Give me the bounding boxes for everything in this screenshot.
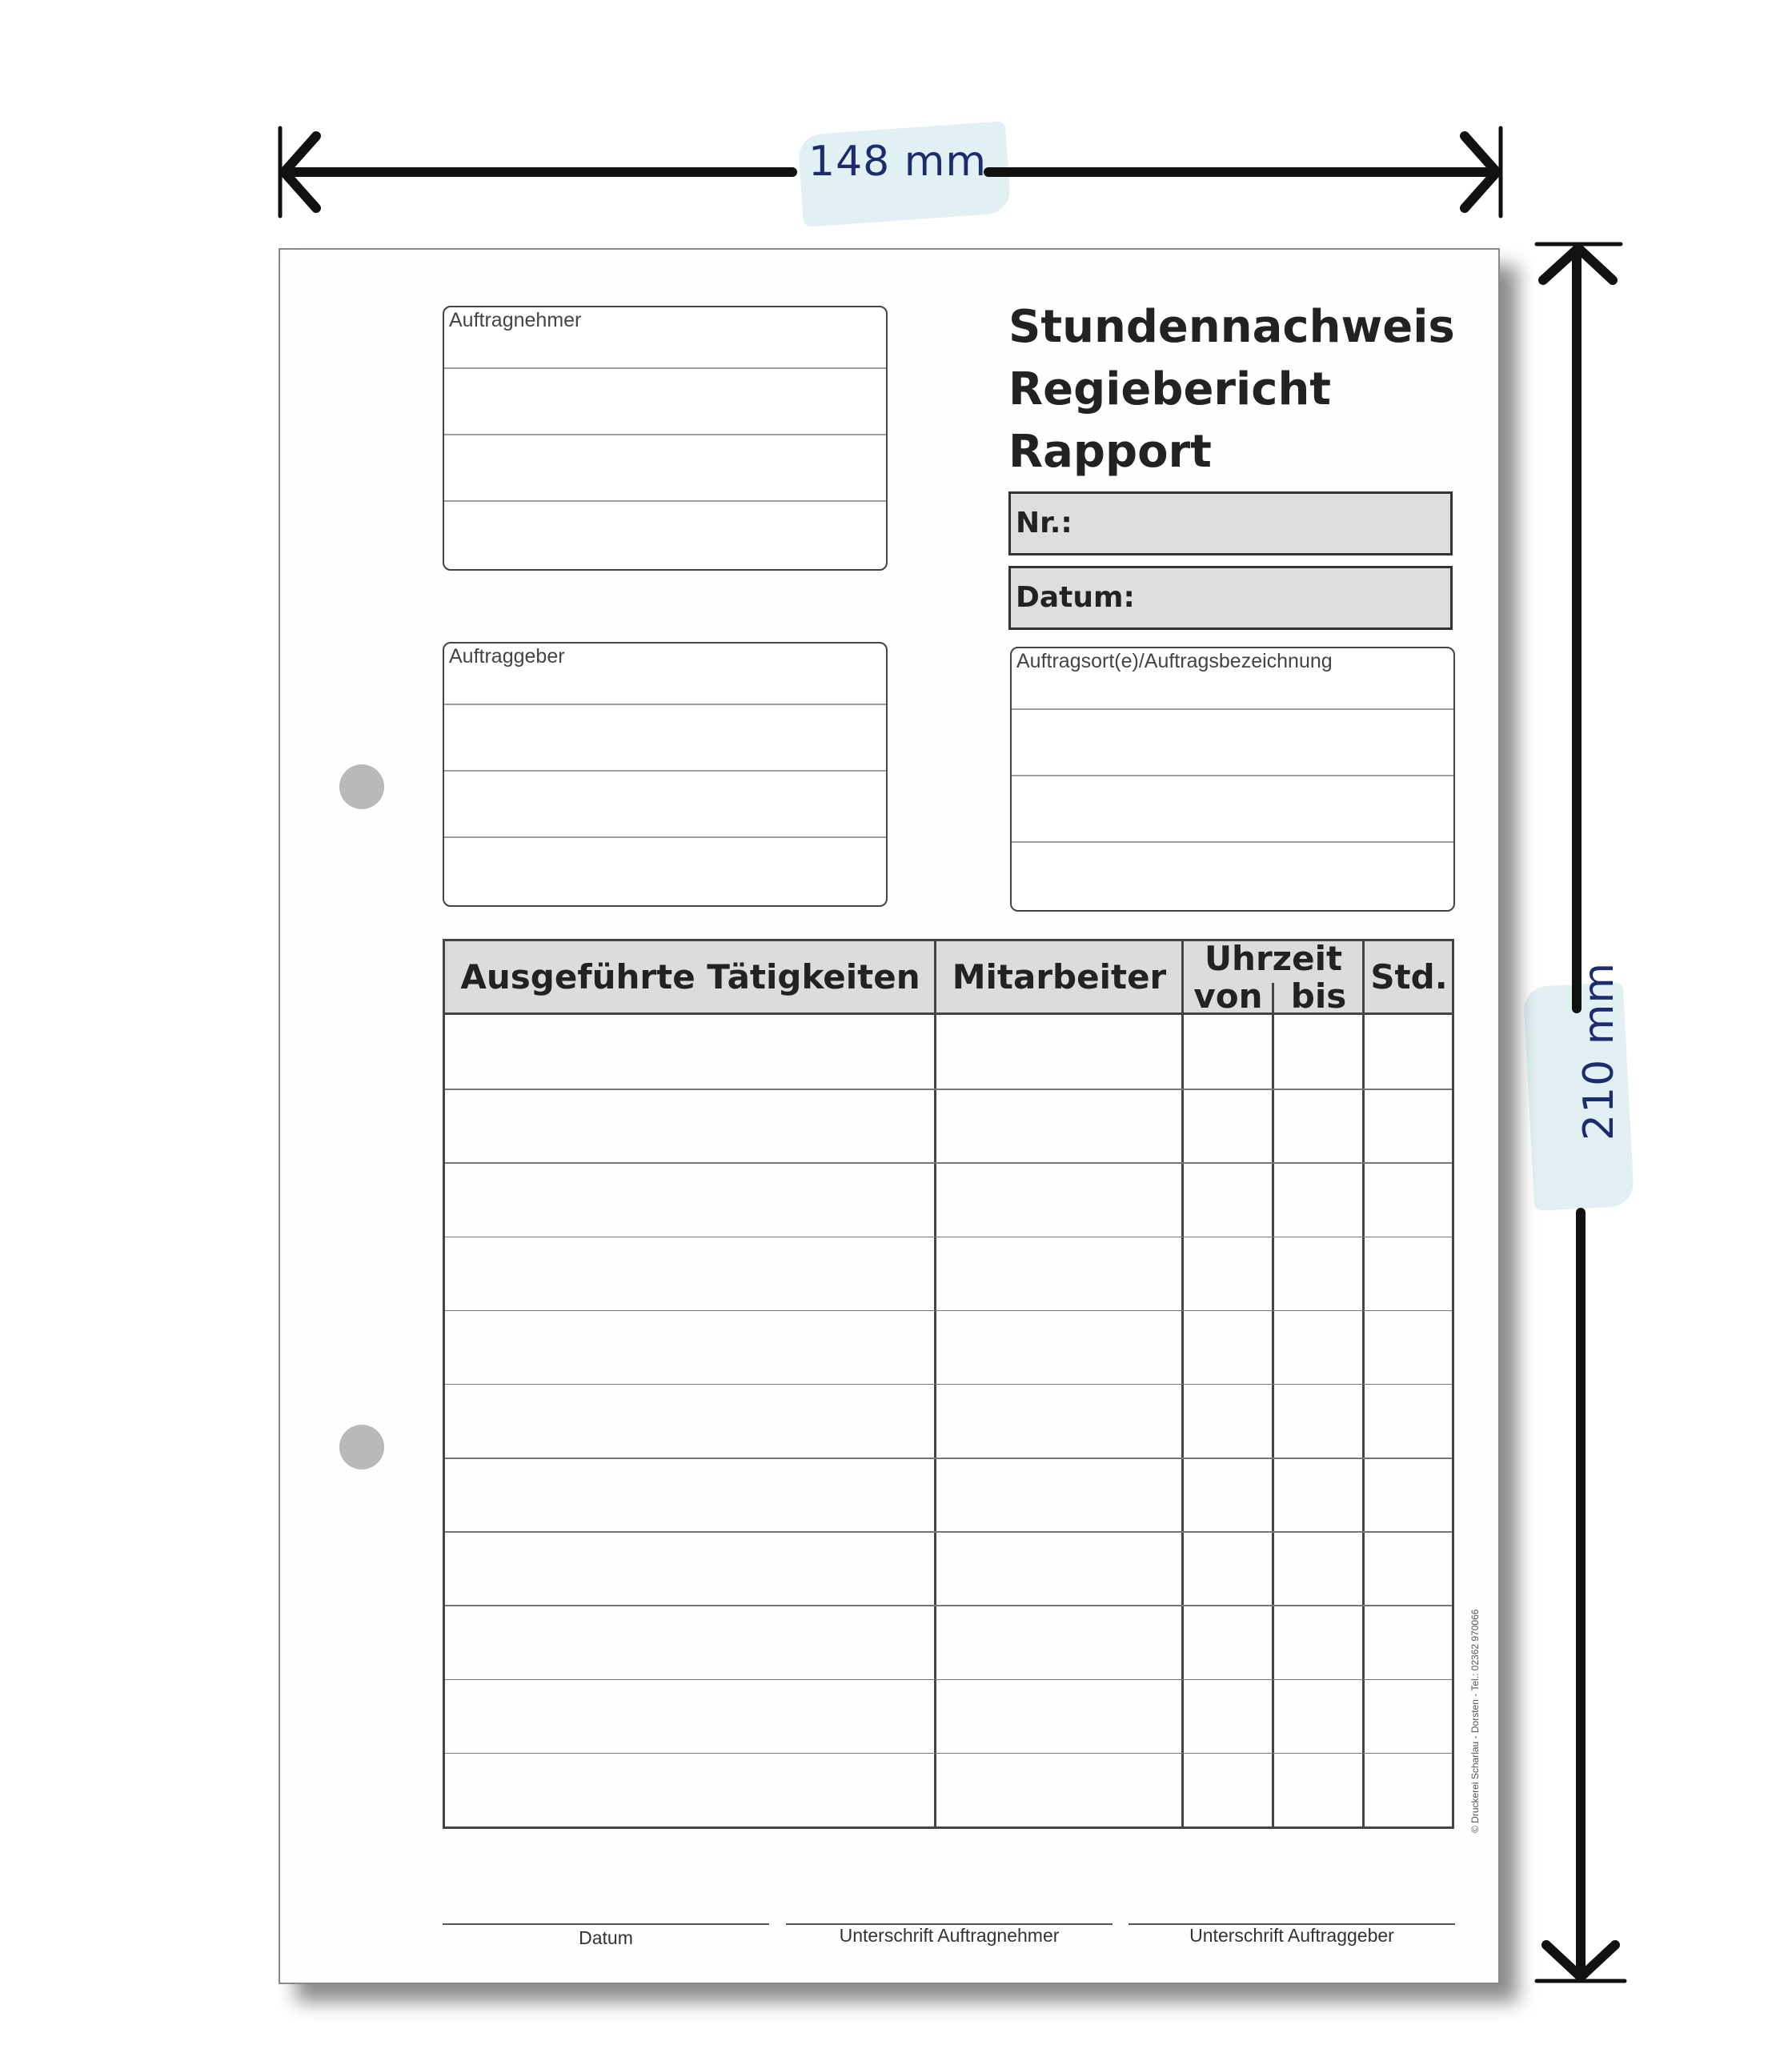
box-line [444,836,886,838]
table-row[interactable] [445,1015,1452,1089]
date-signature-line[interactable] [443,1923,769,1925]
table-row[interactable] [445,1237,1452,1310]
client-box[interactable] [443,642,888,907]
header-activities: Ausgeführte Tätigkeiten [460,957,920,996]
contractor-signature-label: Unterschrift Auftragnehmer [839,1925,1060,1946]
height-arrow-head-top [1543,248,1613,280]
box-line [1012,841,1453,843]
activities-table [443,939,1454,1829]
number-label: Nr.: [1016,507,1072,539]
table-row[interactable] [445,1384,1452,1458]
table-row[interactable] [445,1310,1452,1384]
punch-hole-bottom [339,1425,384,1470]
header-time: Uhrzeit [1204,939,1343,978]
location-box[interactable] [1010,647,1455,912]
client-signature-label: Unterschrift Auftraggeber [1189,1925,1394,1946]
box-line [1012,708,1453,710]
punch-hole-top [339,764,384,809]
box-line [444,500,886,502]
title-line-2: Regiebericht [1008,363,1332,415]
date-field[interactable] [1008,566,1453,630]
width-arrow-head-left [284,136,316,208]
box-line [444,367,886,369]
date-signature-label: Datum [579,1927,633,1948]
box-line [444,434,886,435]
header-hours: Std. [1370,957,1448,996]
printer-copyright: © Druckerei Scharlau - Dorsten - Tel.: 02362 970066 [1469,1609,1481,1833]
contractor-box[interactable] [443,306,888,571]
form-title [1008,296,1455,483]
table-row[interactable] [445,1605,1452,1678]
header-to: bis [1290,976,1347,1016]
table-row[interactable] [445,1162,1452,1236]
header-from: von [1193,976,1263,1016]
box-line [444,770,886,772]
box-line [444,704,886,705]
header-employee: Mitarbeiter [952,957,1167,996]
location-label: Auftragsort(e)/Auftragsbezeichnung [1016,650,1333,672]
table-row[interactable] [445,1089,1452,1162]
title-line-1: Stundennachweis [1008,301,1455,353]
number-field[interactable] [1008,491,1453,555]
width-arrow-head-right [1465,136,1497,208]
client-label: Auftraggeber [449,645,565,668]
table-row[interactable] [445,1531,1452,1605]
contractor-label: Auftragnehmer [449,309,582,331]
height-label: 210 mm [1575,961,1623,1141]
table-row[interactable] [445,1458,1452,1531]
date-label: Datum: [1016,581,1135,614]
title-line-3: Rapport [1008,426,1212,478]
height-arrow-head-bottom [1546,1945,1615,1977]
width-label: 148 mm [808,138,988,186]
table-row[interactable] [445,1753,1452,1826]
table-row[interactable] [445,1679,1452,1753]
box-line [1012,775,1453,776]
